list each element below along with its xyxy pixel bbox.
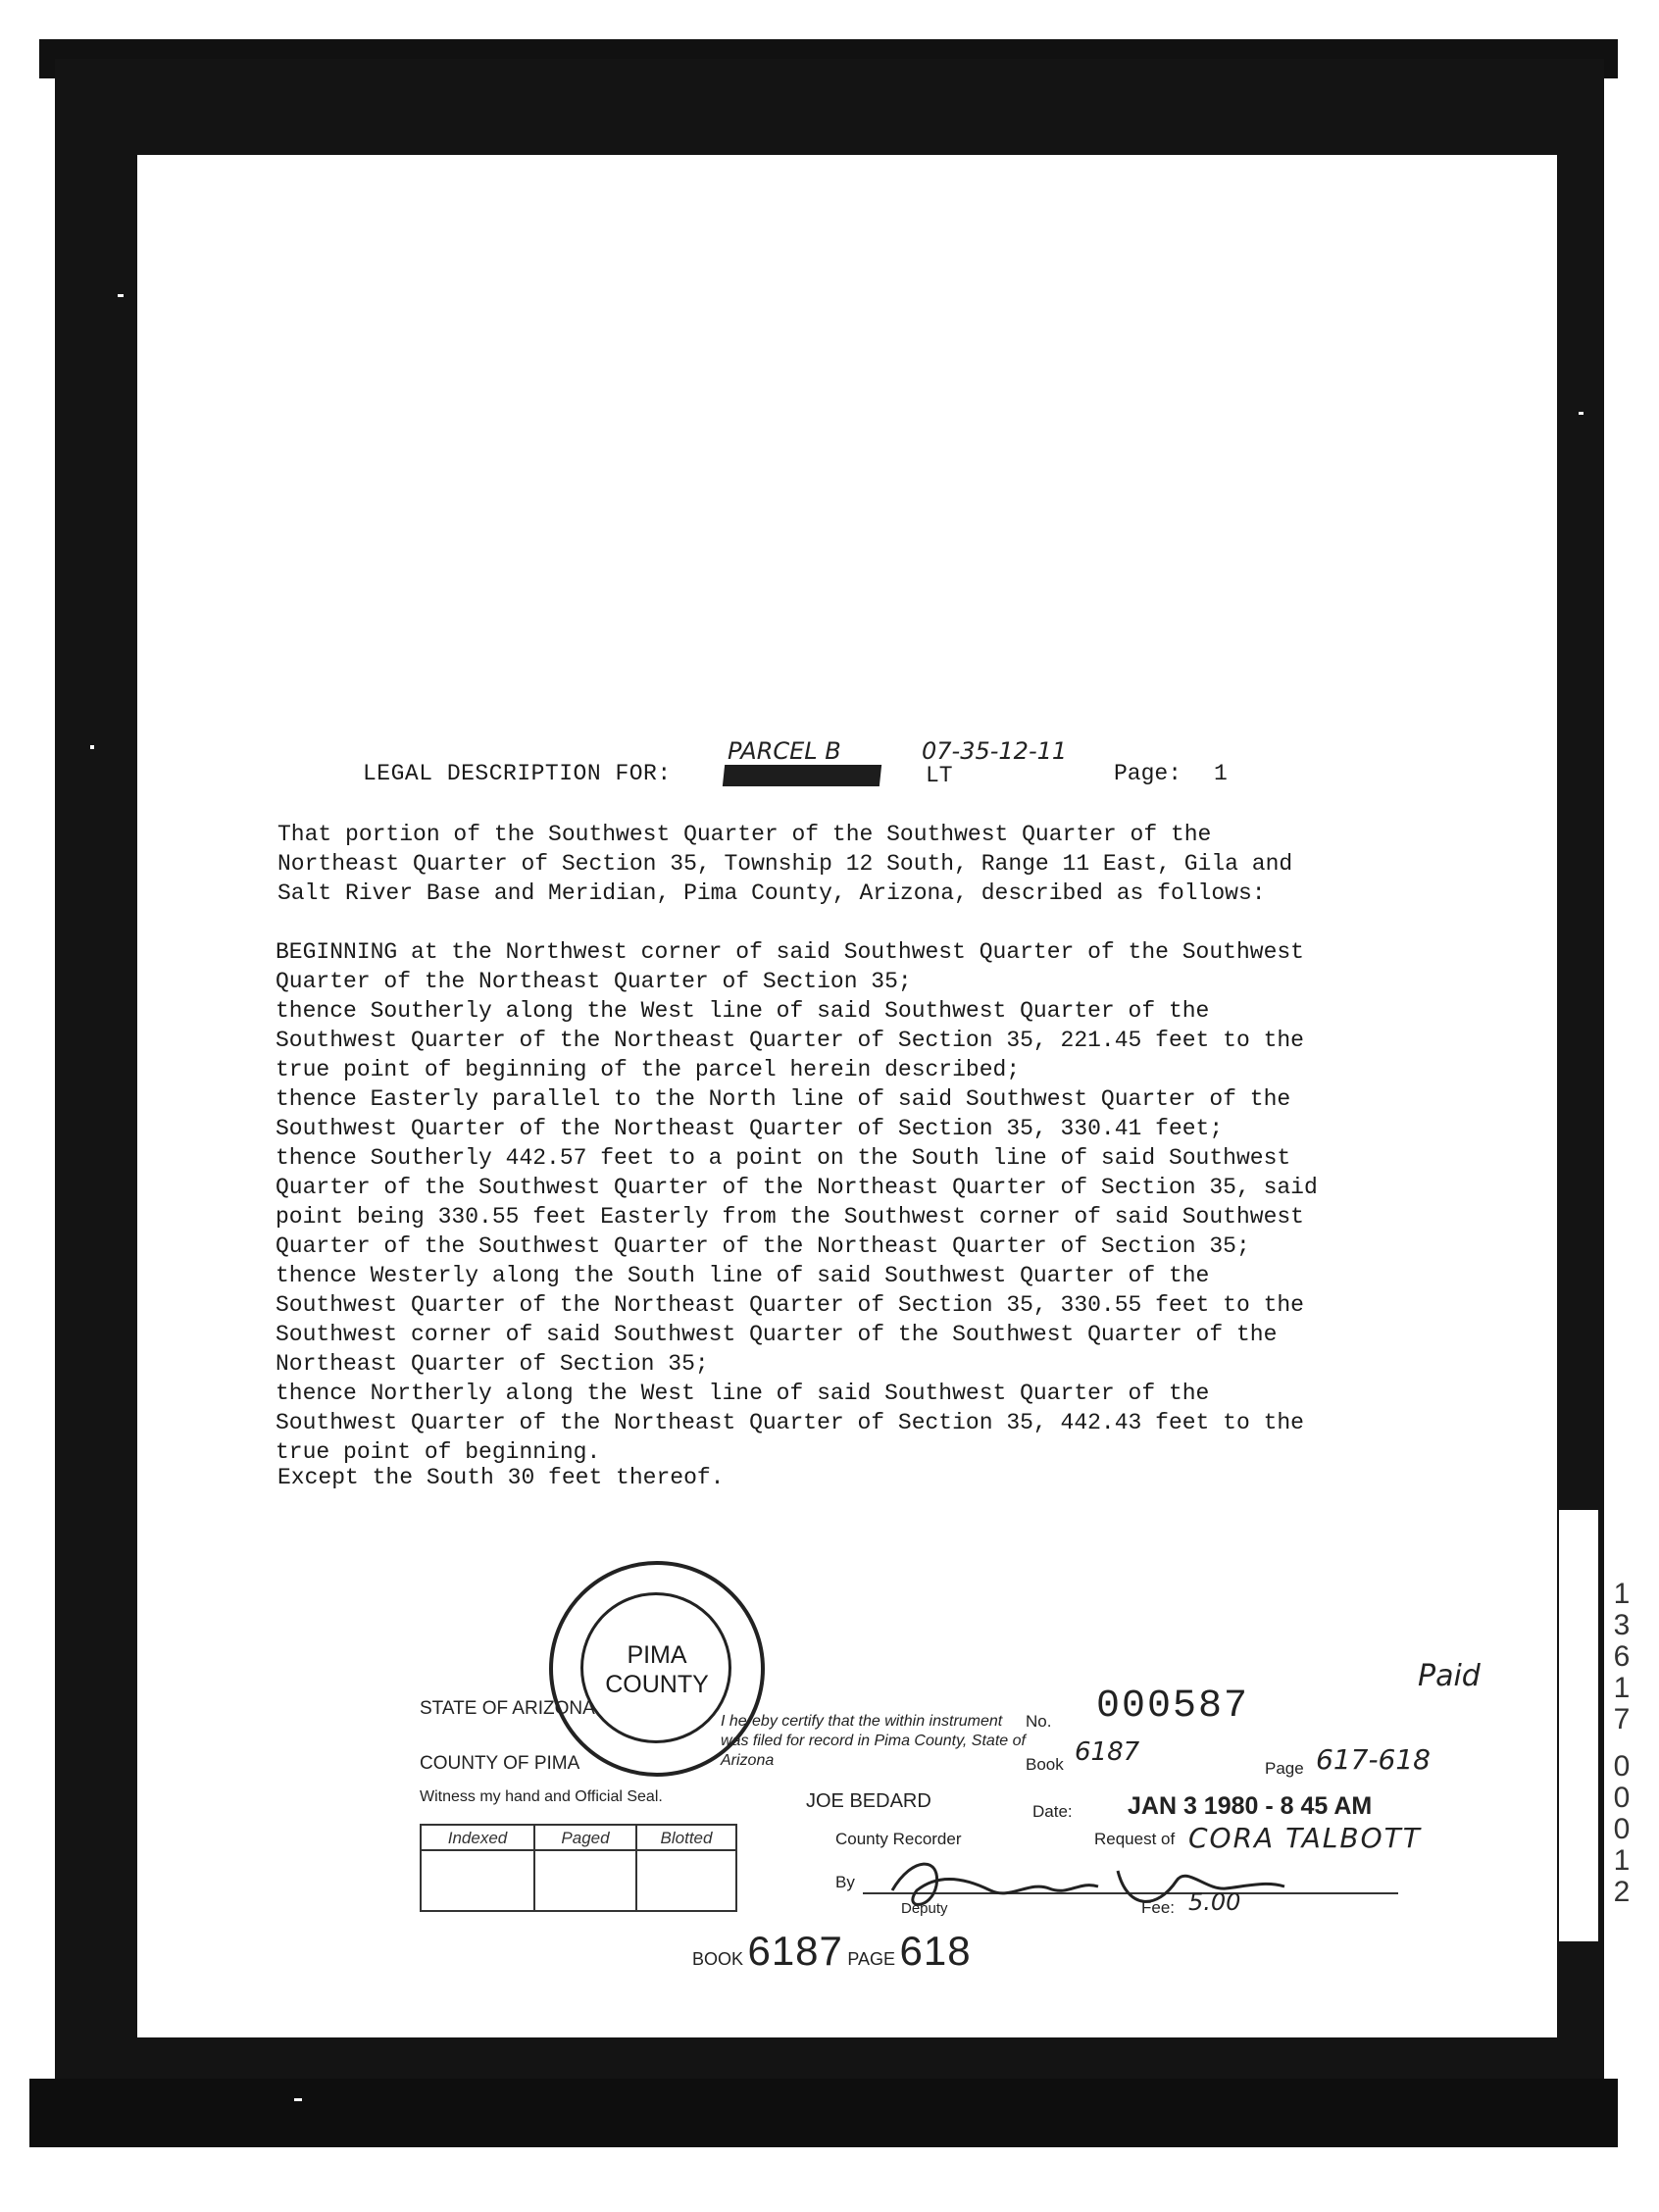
description-line: thence Southerly 442.57 feet to a point on the South line of said Southwest: [276, 1145, 1291, 1171]
footer-book-number: 6187: [747, 1928, 843, 1974]
county-label: COUNTY OF PIMA: [420, 1753, 580, 1774]
intro-line: Northeast Quarter of Section 35, Township 12 South, Range 11 East, Gila and: [277, 851, 1293, 877]
scan-speck: [90, 745, 94, 749]
table-cell: [422, 1851, 535, 1910]
description-line: thence Southerly along the West line of said Southwest Quarter of the: [276, 998, 1210, 1024]
legal-description-body: [276, 937, 1383, 1467]
description-line: BEGINNING at the Northwest corner of said Southwest Quarter of the Southwest: [276, 939, 1304, 965]
state-label: STATE OF ARIZONA: [420, 1698, 595, 1719]
scan-speck: [294, 2098, 302, 2101]
description-line: thence Westerly along the South line of said Southwest Quarter of the: [276, 1263, 1210, 1288]
exception-clause: Except the South 30 feet thereof.: [277, 1465, 725, 1490]
county-recorder-label: County Recorder: [835, 1830, 962, 1848]
date-label: Date:: [1032, 1802, 1073, 1821]
description-line: Southwest Quarter of the Northeast Quarter of Section 35, 442.43 feet to the: [276, 1410, 1304, 1435]
side-digit: 0: [1613, 1750, 1631, 1783]
side-digit: 0: [1613, 1813, 1631, 1845]
request-handwritten: CORA TALBOTT: [1188, 1822, 1422, 1854]
record-number-label: No.: [1026, 1712, 1052, 1731]
seal-text-county: COUNTY: [605, 1671, 709, 1698]
description-line: Southwest Quarter of the Northeast Quarter of Section 35, 330.41 feet;: [276, 1116, 1224, 1141]
side-digit: 1: [1613, 1844, 1631, 1877]
description-line: Southwest Quarter of the Northeast Quarter of Section 35, 330.55 feet to the: [276, 1292, 1304, 1318]
fee-handwritten: 5.00: [1188, 1888, 1241, 1916]
table-header-blotted: Blotted: [637, 1826, 735, 1851]
indexing-table: [420, 1824, 737, 1912]
book-label: Book: [1026, 1755, 1064, 1774]
side-digit: 3: [1613, 1609, 1631, 1641]
side-digit: 2: [1613, 1876, 1631, 1908]
side-digit: 6: [1613, 1640, 1631, 1673]
witness-statement: Witness my hand and Official Seal.: [420, 1788, 663, 1805]
page-number: 1: [1214, 761, 1228, 786]
description-line: point being 330.55 feet Easterly from the Southwest corner of said Southwest: [276, 1204, 1304, 1230]
intro-line: Salt River Base and Meridian, Pima County, Arizona, described as follows:: [277, 880, 1266, 906]
side-digit: 1: [1613, 1672, 1631, 1704]
deputy-label: Deputy: [901, 1900, 948, 1917]
table-cell: [637, 1851, 735, 1910]
document-code: LT: [926, 763, 953, 788]
side-digit: [1604, 1735, 1639, 1751]
side-digit: 7: [1613, 1703, 1631, 1735]
book-handwritten: 6187: [1075, 1737, 1140, 1767]
description-line: true point of beginning of the parcel herein described;: [276, 1057, 1021, 1082]
document-page-edge: [1559, 1510, 1598, 1941]
parcel-handwritten: PARCEL B: [728, 737, 841, 765]
fee-label: Fee:: [1141, 1898, 1176, 1917]
recorder-name: JOE BEDARD: [806, 1790, 931, 1812]
footer-page-number: 618: [899, 1928, 972, 1974]
parcel-number-handwritten: 07-35-12-11: [922, 737, 1068, 765]
scan-speck: [118, 294, 124, 297]
request-of-label: Request of: [1094, 1830, 1176, 1848]
scan-speck: [1579, 412, 1584, 415]
footer-page-label: PAGE: [847, 1949, 896, 1969]
description-line: Quarter of the Southwest Quarter of the Northeast Quarter of Section 35;: [276, 1233, 1250, 1259]
paid-handwritten: Paid: [1418, 1659, 1481, 1693]
scan-border-bottom: [29, 2079, 1618, 2147]
side-digit: 1: [1613, 1578, 1631, 1610]
seal-text-pima: PIMA: [627, 1641, 687, 1669]
record-number: 000587: [1096, 1684, 1250, 1729]
certification-text: I hereby certify that the within instrument was filed for record in Pima County, State of Arizona: [721, 1713, 1026, 1769]
legal-description-label: LEGAL DESCRIPTION FOR:: [363, 761, 672, 786]
book-page-reference: [692, 1928, 972, 1975]
redaction-mark: [723, 765, 881, 786]
page-label: Page:: [1114, 761, 1182, 786]
description-line: Quarter of the Northeast Quarter of Section 35;: [276, 969, 912, 994]
description-line: thence Northerly along the West line of said Southwest Quarter of the: [276, 1381, 1210, 1406]
description-line: true point of beginning.: [276, 1439, 601, 1465]
intro-line: That portion of the Southwest Quarter of the Southwest Quarter of the: [277, 822, 1212, 847]
description-line: thence Easterly parallel to the North line of said Southwest Quarter of the: [276, 1086, 1291, 1112]
page-handwritten: 617-618: [1316, 1743, 1431, 1776]
description-line: Quarter of the Southwest Quarter of the Northeast Quarter of Section 35, said: [276, 1175, 1318, 1200]
side-digit: 0: [1613, 1782, 1631, 1814]
date-stamp: JAN 3 1980 - 8 45 AM: [1128, 1792, 1373, 1820]
table-header-paged: Paged: [535, 1826, 637, 1851]
description-line: Southwest corner of said Southwest Quarter of the Southwest Quarter of the: [276, 1322, 1278, 1347]
description-line: Northeast Quarter of Section 35;: [276, 1351, 709, 1377]
side-document-number: [1604, 1579, 1639, 1908]
page-label-certificate: Page: [1265, 1759, 1304, 1778]
intro-paragraph: [277, 820, 1376, 908]
table-cell: [535, 1851, 637, 1910]
table-header-indexed: Indexed: [422, 1826, 535, 1851]
footer-book-label: BOOK: [692, 1949, 744, 1969]
by-label: By: [835, 1873, 855, 1891]
description-line: Southwest Quarter of the Northeast Quarter of Section 35, 221.45 feet to the: [276, 1028, 1304, 1053]
